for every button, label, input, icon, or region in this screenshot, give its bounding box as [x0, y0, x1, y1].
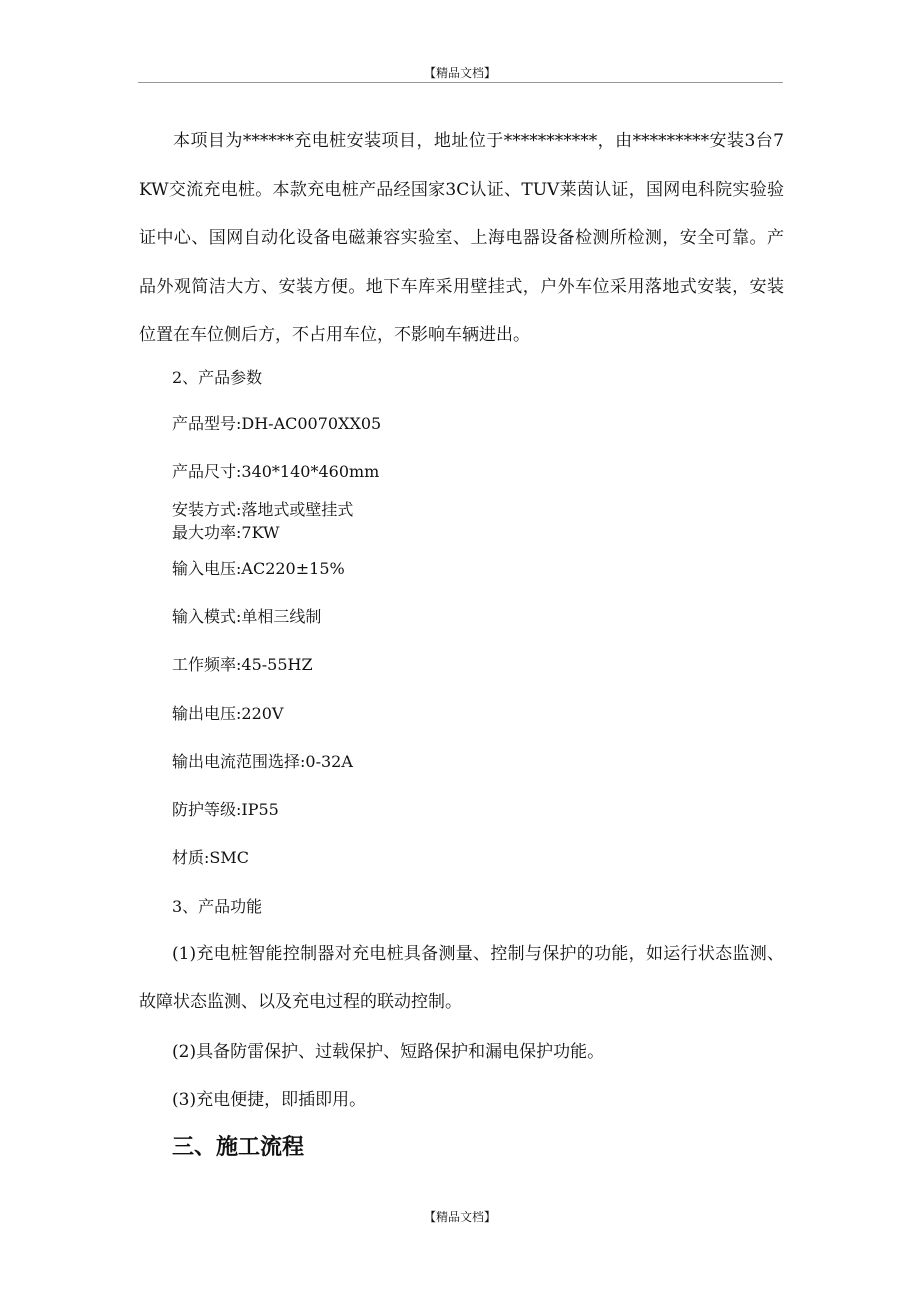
param-output-current: 输出电流范围选择:0-32A	[172, 752, 353, 771]
param-input-voltage: 输入电压:AC220±15%	[172, 559, 345, 578]
project-intro-paragraph: 本项目为******充电桩安装项目，地址位于***********，由*********安装3台7KW交流充电桩。本款充电桩产品经国家3C认证、TUV莱茵认证，国网电科院实验验证中心、国网自动化设备电磁兼容实验室、上海电器设备检测所检测，安全可靠。产品外观简洁大方、安装方便。地下车库采用壁挂式，户外车位采用落地式安装，安装位置在车位侧后方，不占用车位，不影响车辆进出。	[139, 131, 784, 346]
function-item-3: (3)充电便捷，即插即用。	[172, 1090, 367, 1110]
param-output-voltage: 输出电压:220V	[172, 704, 284, 723]
param-frequency: 工作频率:45-55HZ	[172, 655, 313, 674]
param-install-method: 安装方式:落地式或壁挂式	[172, 500, 354, 519]
param-model: 产品型号:DH-AC0070XX05	[172, 414, 382, 433]
param-size: 产品尺寸:340*140*460mm	[172, 462, 380, 481]
function-item-2: (2)具备防雷保护、过载保护、短路保护和漏电保护功能。	[172, 1042, 605, 1062]
section-3-title: 3、产品功能	[172, 897, 263, 916]
section-2-title: 2、产品参数	[172, 368, 263, 387]
param-max-power: 最大功率:7KW	[172, 523, 280, 542]
function-item-1: (1)充电桩智能控制器对充电桩具备测量、控制与保护的功能，如运行状态监测、故障状态监测、以及充电过程的联动控制。	[139, 944, 784, 1012]
header-divider	[138, 82, 783, 83]
construction-process-heading: 三、施工流程	[172, 1135, 305, 1160]
param-input-mode: 输入模式:单相三线制	[172, 607, 322, 626]
page-footer: 【精品文档】	[423, 1210, 496, 1224]
param-material: 材质:SMC	[172, 848, 249, 867]
page-header: 【精品文档】	[423, 66, 496, 80]
param-protection-level: 防护等级:IP55	[172, 800, 279, 819]
